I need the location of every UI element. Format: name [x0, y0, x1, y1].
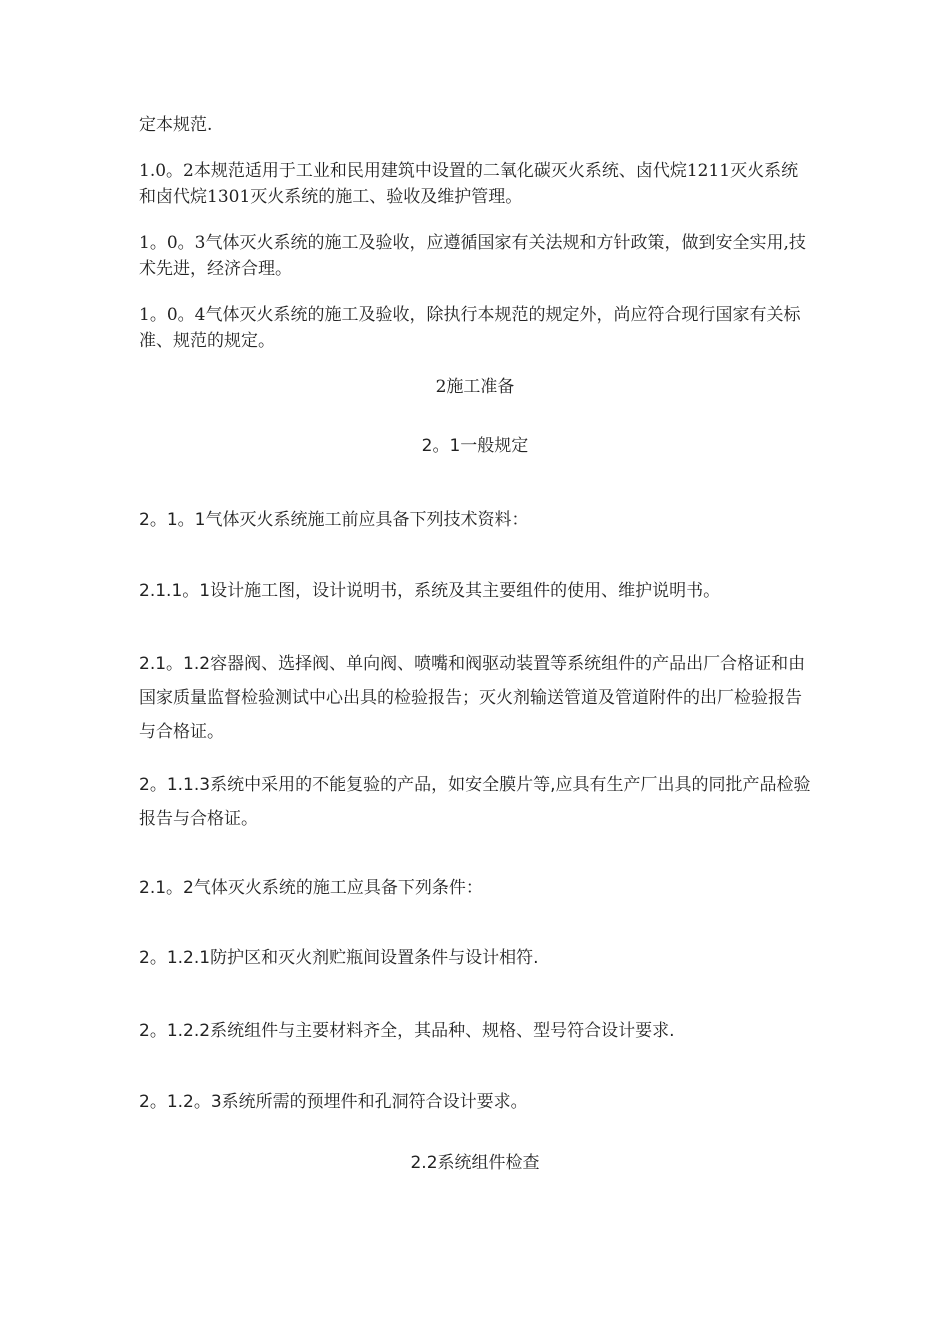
paragraph-2-1-2-1: 2。1.2.1防护区和灭火剂贮瓶间设置条件与设计相符. [139, 948, 539, 968]
section-heading-2-1: 2。1一般规定 [421, 436, 529, 456]
paragraph-2-1-1-1: 2.1.1。1设计施工图，设计说明书，系统及其主要组件的使用、维护说明书。 [139, 581, 721, 601]
paragraph-1-0-3: 1。0。3气体灭火系统的施工及验收，应遵循国家有关法规和方针政策，做到安全实用,技术先进，经济合理。 [139, 233, 806, 279]
paragraph-2-1-2: 2.1。2气体灭火系统的施工应具备下列条件： [139, 878, 483, 898]
paragraph-2-1-2-3: 2。1.2。3系统所需的预埋件和孔洞符合设计要求。 [139, 1092, 528, 1112]
paragraph-2-1-1-2: 2.1。1.2容器阀、选择阀、单向阀、喷嘴和阀驱动装置等系统组件的产品出厂合格证和由国家质量监督检验测试中心出具的检验报告；灭火剂输送管道及管道附件的出厂检验报告与合格证。 [139, 654, 806, 742]
paragraph-2-1-1: 2。1。1气体灭火系统施工前应具备下列技术资料： [139, 510, 529, 530]
paragraph-2-1-2-2: 2。1.2.2系统组件与主要材料齐全，其品种、规格、型号符合设计要求. [139, 1021, 675, 1041]
paragraph: 定本规范. [139, 115, 213, 135]
section-heading-2-2: 2.2系统组件检查 [410, 1153, 540, 1173]
paragraph-1-0-4: 1。0。4气体灭火系统的施工及验收，除执行本规范的规定外，尚应符合现行国家有关标准、规范的规定。 [139, 305, 801, 351]
chapter-heading: 2施工准备 [435, 377, 515, 397]
paragraph-2-1-1-3: 2。1.1.3系统中采用的不能复验的产品，如安全膜片等,应具有生产厂出具的同批产品检验报告与合格证。 [139, 775, 811, 829]
paragraph-1-0-2: 1.0。2本规范适用于工业和民用建筑中设置的二氧化碳灭火系统、卤代烷1211灭火系统和卤代烷1301灭火系统的施工、验收及维护管理。 [139, 161, 799, 207]
